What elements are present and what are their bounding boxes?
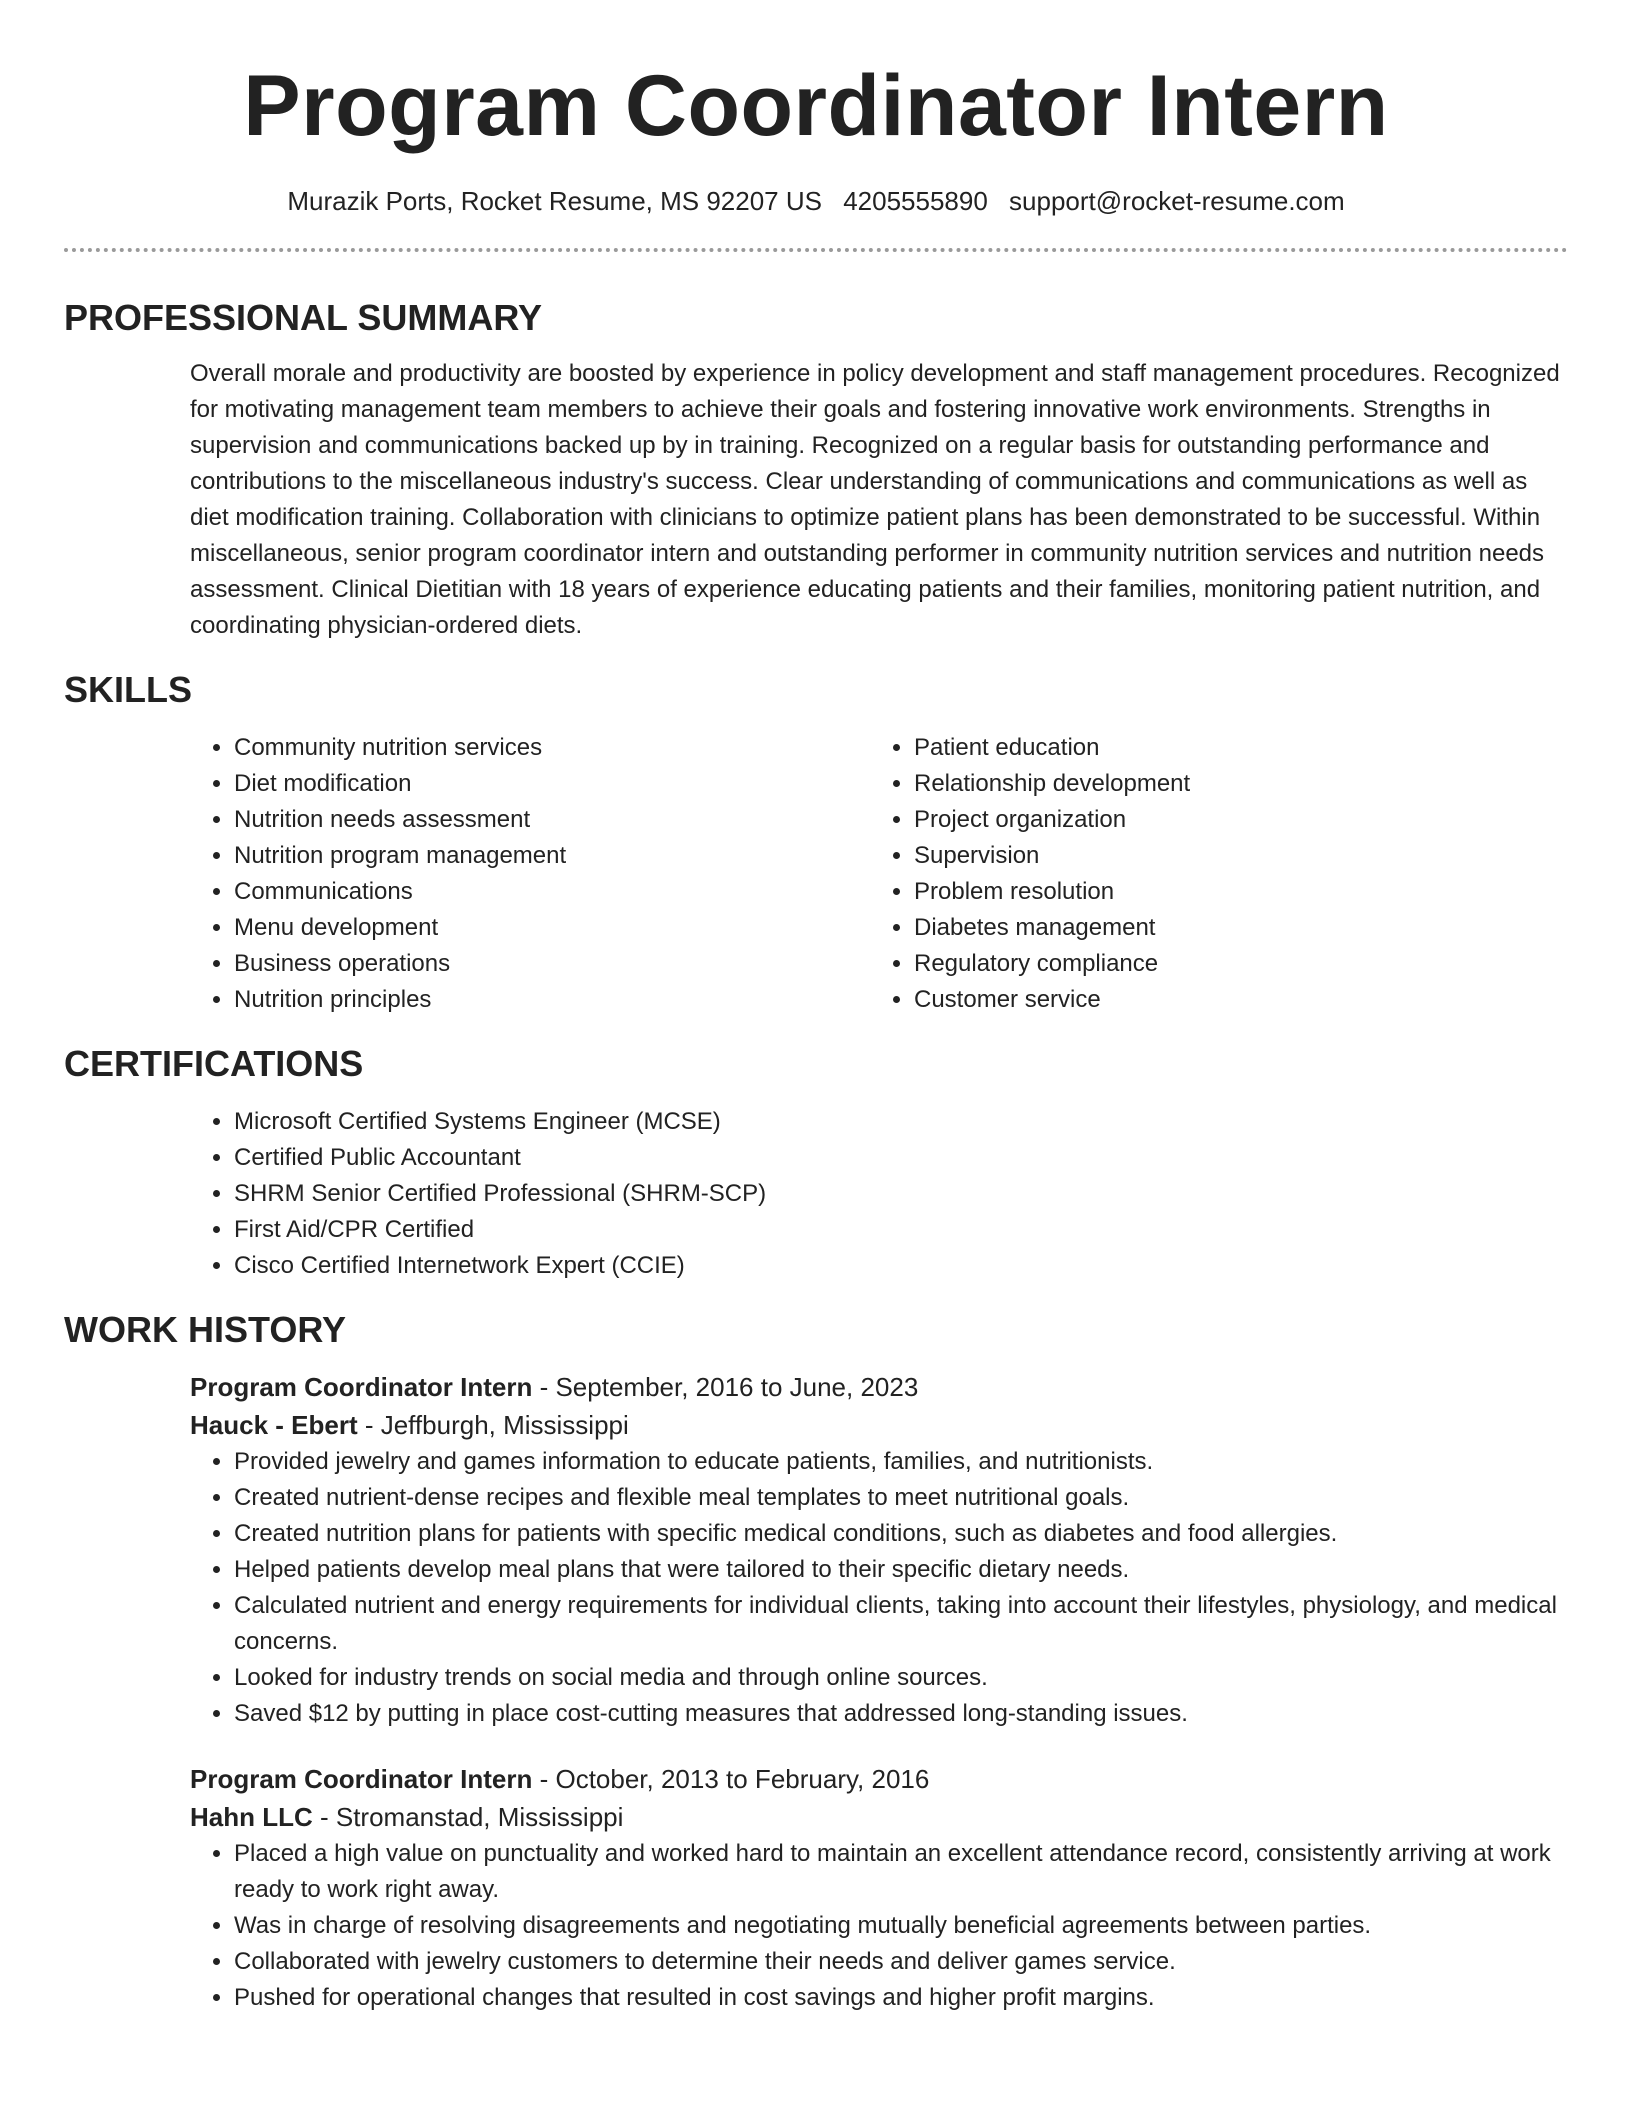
job-company: Hahn LLC	[190, 1802, 313, 1832]
skills-grid	[190, 730, 1568, 1018]
candidate-name: Program Coordinator Intern	[243, 58, 1389, 154]
job-company-line	[190, 1406, 1568, 1444]
skill-item: • Regulatory compliance	[914, 946, 1550, 982]
job-company: Hauck - Ebert	[190, 1410, 358, 1440]
skill-item: • Nutrition program management	[234, 838, 870, 874]
job-bullet-list	[190, 1444, 1568, 1732]
summary-body	[190, 356, 1568, 644]
skill-item: • Communications	[234, 874, 870, 910]
skill-item: • Supervision	[914, 838, 1550, 874]
certifications-list	[190, 1104, 1568, 1284]
job-bullet: • Saved $12 by putting in place cost-cutting measures that addressed long-standing issues.	[234, 1696, 1568, 1732]
job-bullet: • Calculated nutrient and energy requirements for individual clients, taking into account their lifestyles, physiology, and medical concerns.	[234, 1588, 1568, 1660]
job-bullet: • Created nutrient-dense recipes and flexible meal templates to meet nutritional goals.	[234, 1480, 1568, 1516]
job-bullet: • Placed a high value on punctuality and worked hard to maintain an excellent attendance record, consistently arriving at work ready to work right away.	[234, 1836, 1568, 1908]
skill-item: • Menu development	[234, 910, 870, 946]
skill-item: • Customer service	[914, 982, 1550, 1018]
job-entry	[190, 1760, 1568, 2016]
skill-item: • Project organization	[914, 802, 1550, 838]
skill-item: • Relationship development	[914, 766, 1550, 802]
work-history-section	[64, 1308, 1568, 2016]
summary-text: Overall morale and productivity are boosted by experience in policy development and staff management procedures. Recognized for motivating management team members to achieve their goals and fostering innovative work environments. Strengths in supervision and communications backed up by in training. Recognized on a regular basis for outstanding performance and contributions to the miscellaneous industry's success. Clear understanding of communications and communications as well as diet modification training. Collaboration with clinicians to optimize patient plans has been demonstrated to be successful. Within miscellaneous, senior program coordinator intern and outstanding performer in community nutrition services and nutrition needs assessment. Clinical Dietitian with 18 years of experience educating patients and their families, monitoring patient nutrition, and coordinating physician-ordered diets.	[190, 360, 1560, 639]
job-bullet: • Provided jewelry and games information to educate patients, families, and nutritionists.	[234, 1444, 1568, 1480]
job-bullet-list	[190, 1836, 1568, 2016]
job-title-line	[190, 1760, 1568, 1798]
header-divider	[64, 248, 1568, 252]
skills-column-left	[190, 730, 870, 1018]
job-bullet: • Pushed for operational changes that resulted in cost savings and higher profit margins.	[234, 1980, 1568, 2016]
summary-section	[64, 296, 1568, 644]
job-bullet: • Was in charge of resolving disagreements and negotiating mutually beneficial agreements between parties.	[234, 1908, 1568, 1944]
job-company-line	[190, 1798, 1568, 1836]
certification-item: • Certified Public Accountant	[234, 1140, 1568, 1176]
job-bullet: • Helped patients develop meal plans that were tailored to their specific dietary needs.	[234, 1552, 1568, 1588]
certification-item: • Cisco Certified Internetwork Expert (CCIE)	[234, 1248, 1568, 1284]
contact-email: support@rocket-resume.com	[1009, 186, 1345, 216]
contact-line	[64, 184, 1568, 218]
job-location: - Stromanstad, Mississippi	[312, 1802, 624, 1832]
skills-title: SKILLS	[64, 669, 193, 710]
job-dates: - October, 2013 to February, 2016	[532, 1764, 930, 1794]
contact-phone: 4205555890	[843, 186, 988, 216]
job-dates: - September, 2016 to June, 2023	[532, 1372, 919, 1402]
skill-item: • Nutrition principles	[234, 982, 870, 1018]
certification-item: • SHRM Senior Certified Professional (SHRM-SCP)	[234, 1176, 1568, 1212]
skill-item: • Patient education	[914, 730, 1550, 766]
resume-header	[64, 0, 1568, 252]
certifications-body	[190, 1104, 1568, 1284]
job-role: Program Coordinator Intern	[190, 1372, 533, 1402]
job-entry	[190, 1368, 1568, 1732]
job-bullet: • Created nutrition plans for patients with specific medical conditions, such as diabetes and food allergies.	[234, 1516, 1568, 1552]
certifications-title: CERTIFICATIONS	[64, 1043, 364, 1084]
certification-item: • First Aid/CPR Certified	[234, 1212, 1568, 1248]
summary-title: PROFESSIONAL SUMMARY	[64, 297, 543, 338]
job-bullet: • Collaborated with jewelry customers to determine their needs and deliver games service.	[234, 1944, 1568, 1980]
skills-list-left	[190, 730, 870, 1018]
skill-item: • Problem resolution	[914, 874, 1550, 910]
skills-section	[64, 668, 1568, 1018]
work-history-body	[190, 1368, 1568, 2016]
certifications-section	[64, 1042, 1568, 1284]
skills-list-right	[870, 730, 1550, 1018]
skills-column-right	[870, 730, 1550, 1018]
skill-item: • Nutrition needs assessment	[234, 802, 870, 838]
skill-item: • Business operations	[234, 946, 870, 982]
skill-item: • Community nutrition services	[234, 730, 870, 766]
certification-item: • Microsoft Certified Systems Engineer (MCSE)	[234, 1104, 1568, 1140]
job-location: - Jeffburgh, Mississippi	[357, 1410, 629, 1440]
job-title-line	[190, 1368, 1568, 1406]
contact-address: Murazik Ports, Rocket Resume, MS 92207 US	[287, 186, 822, 216]
job-role: Program Coordinator Intern	[190, 1764, 533, 1794]
skill-item: • Diet modification	[234, 766, 870, 802]
skill-item: • Diabetes management	[914, 910, 1550, 946]
job-bullet: • Looked for industry trends on social media and through online sources.	[234, 1660, 1568, 1696]
work-history-title: WORK HISTORY	[64, 1309, 347, 1350]
